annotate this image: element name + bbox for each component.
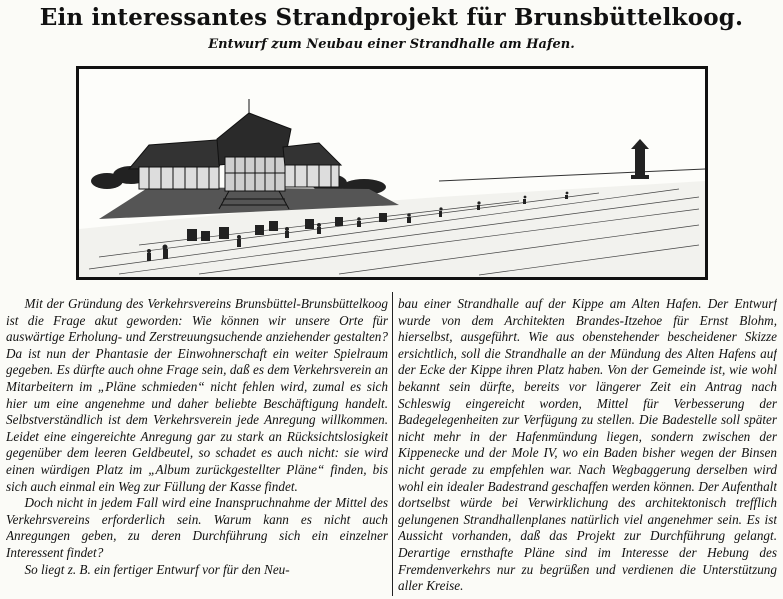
article-headline: Ein interessantes Strandprojekt für Brunsbüttelkoog.: [39, 4, 744, 31]
article-subheadline: Entwurf zum Neubau einer Strandhalle am Hafen.: [208, 37, 575, 52]
article-column-right: [398, 296, 777, 596]
article-column-left: [6, 296, 388, 596]
article-paragraph: Doch nicht in jedem Fall wird eine Inanspruchnahme der Mittel des Verkehrsvereins erforderlich sein. Warum kann es nicht auch Anregungen geben, zu deren Durchführung sich ein einzelner Interessent findet?: [6, 495, 388, 560]
article-paragraph: Mit der Gründung des Verkehrsvereins Brunsbüttel-Brunsbüttelkoog ist die Frage akut geworden: Wie können wir unsere Orte für auswärtige Erholung- und Zerstreuungsuchende anziehender gestalten? Da ist nun der Phantasie der Einwohnerschaft ein weiter Spielraum gegeben. Es dürfte auch ohne Frage sein, daß es dem Verkehrsverein an Mitarbeitern im „Pläne schmieden“ nicht fehlen wird, zumal es sich hier um eine angenehme und daher beliebte Beschäftigung handelt. Selbstverständlich ist dem Verkehrsverein jede Anregung willkommen. Leidet eine eingereichte Anregung gar zu stark an Rücksichtslosigkeit gegenüber dem leeren Geldbeutel, so schadet es auch nicht: sie wird einen würdigen Platz im „Album zurückgestellter Pläne“ finden, bis sich auch einmal ein Weg zur Füllung der Kasse findet.: [6, 296, 388, 494]
article-paragraph: bau einer Strandhalle auf der Kippe am Alten Hafen. Der Entwurf wurde von dem Architekten Brandes-Itzehoe für Ernst Blohm, hierselbst, ausgeführt. Wie aus obenstehender bescheidener Skizze ersichtlich, soll die Strandhalle an der Mündung des Alten Hafens auf der Ecke der Kippe ihren Platz haben. Von der Gemeinde ist, wie wohl bekannt sein dürfte, bereits vor längerer Zeit ein Antrag nach Schleswig eingereicht worden, Mittel für Verbesserung der Badegelegenheiten zur Verfügung zu stellen. Die Badestelle soll später nicht mehr in der Hafenmündung liegen, sondern zwischen der Kippenecke und der Mole IV, wo ein Baden bisher wegen der Binsen nicht gerade zu empfehlen war. Nach Wegbaggerung derselben wird wohl ein idealer Badestrand geschaffen werden können. Der Aufenthalt dortselbst würde bei Verwirklichung des architektonisch trefflich gelungenen Strandhallenplanes natürlich viel angenehmer sein. Es ist Aussicht vorhanden, daß das Projekt zur Durchführung gelangt. Derartige ernsthafte Pläne sind im Interesse der Hebung des Fremdenverkehrs nur zu begrüßen und verdienen die Unterstützung aller Kreise.: [398, 296, 777, 594]
beach-hall-sketch: [79, 69, 705, 277]
article-paragraph: So liegt z. B. ein fertiger Entwurf vor für den Neu-: [24, 561, 290, 577]
beach-hall-illustration: [76, 66, 708, 280]
column-divider: [392, 292, 393, 596]
